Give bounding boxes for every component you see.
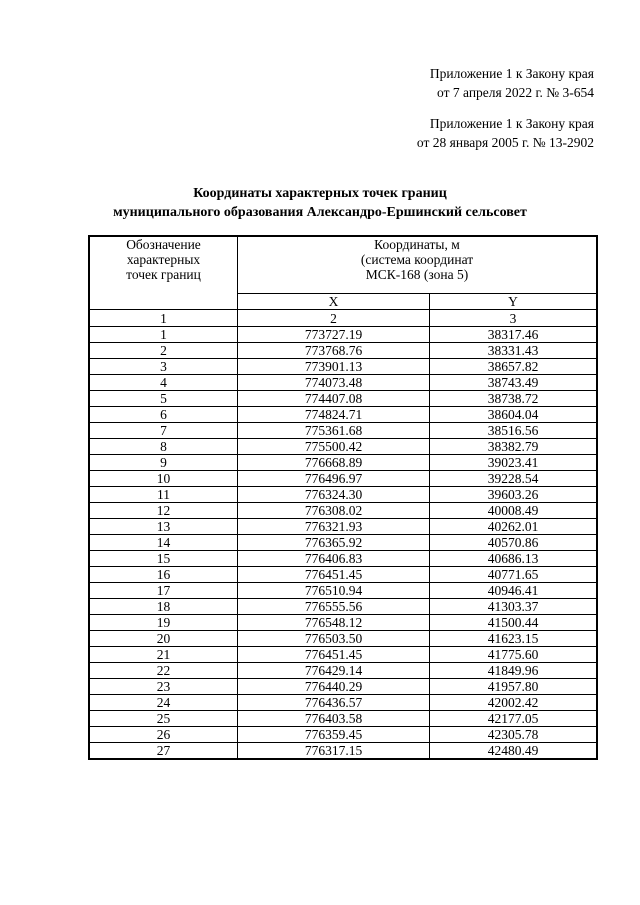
table-row — [89, 711, 597, 727]
x-coordinate-cell: 776555.56 — [238, 599, 430, 615]
y-coordinate-cell: 40771.65 — [430, 567, 598, 583]
point-number-cell: 26 — [89, 727, 238, 743]
point-number-cell: 10 — [89, 471, 238, 487]
annex-reference-current — [430, 64, 594, 102]
y-coordinate-cell: 41623.15 — [430, 631, 598, 647]
point-number-cell: 24 — [89, 695, 238, 711]
x-coordinate-cell: 775500.42 — [238, 439, 430, 455]
header-coordinates-line2: (система координат — [360, 252, 474, 267]
y-coordinate-cell: 38743.49 — [430, 375, 598, 391]
point-number-cell: 16 — [89, 567, 238, 583]
point-number-cell: 14 — [89, 535, 238, 551]
annex-reference-original — [417, 114, 594, 152]
point-number-cell: 2 — [89, 343, 238, 359]
point-number-cell: 18 — [89, 599, 238, 615]
x-coordinate-cell: 774407.08 — [238, 391, 430, 407]
column-number-3: 3 — [430, 310, 598, 327]
document-title — [0, 184, 640, 222]
y-coordinate-cell: 38657.82 — [430, 359, 598, 375]
x-coordinate-cell: 774824.71 — [238, 407, 430, 423]
header-designation-line2: характерных — [126, 252, 201, 267]
table-row — [89, 471, 597, 487]
x-coordinate-cell: 776403.58 — [238, 711, 430, 727]
table-row — [89, 407, 597, 423]
y-coordinate-cell: 38317.46 — [430, 327, 598, 343]
table-row — [89, 599, 597, 615]
table-row — [89, 567, 597, 583]
table-row — [89, 519, 597, 535]
annex-original-line2: от 28 января 2005 г. № 13-2902 — [416, 135, 594, 150]
table-row — [89, 439, 597, 455]
table-body — [89, 327, 597, 760]
y-coordinate-cell: 39228.54 — [430, 471, 598, 487]
header-designation-line3: точек границ — [126, 267, 201, 282]
x-coordinate-cell: 776451.45 — [238, 647, 430, 663]
x-coordinate-cell: 776429.14 — [238, 663, 430, 679]
x-coordinate-cell: 776496.97 — [238, 471, 430, 487]
point-number-cell: 9 — [89, 455, 238, 471]
y-coordinate-cell: 40008.49 — [430, 503, 598, 519]
x-coordinate-cell: 776451.45 — [238, 567, 430, 583]
x-coordinate-cell: 776510.94 — [238, 583, 430, 599]
point-number-cell: 5 — [89, 391, 238, 407]
x-coordinate-cell: 776406.83 — [238, 551, 430, 567]
x-coordinate-cell: 773768.76 — [238, 343, 430, 359]
table-row — [89, 551, 597, 567]
header-axis-y: Y — [430, 293, 598, 309]
table-row — [89, 455, 597, 471]
y-coordinate-cell: 41500.44 — [430, 615, 598, 631]
x-coordinate-cell: 774073.48 — [238, 375, 430, 391]
annex-current-line1: Приложение 1 к Закону края — [429, 66, 594, 81]
table-row — [89, 583, 597, 599]
x-coordinate-cell: 773727.19 — [238, 327, 430, 343]
table-row — [89, 359, 597, 375]
x-coordinate-cell: 773901.13 — [238, 359, 430, 375]
x-coordinate-cell: 776668.89 — [238, 455, 430, 471]
table-row — [89, 487, 597, 503]
point-number-cell: 27 — [89, 743, 238, 760]
x-coordinate-cell: 776365.92 — [238, 535, 430, 551]
y-coordinate-cell: 41957.80 — [430, 679, 598, 695]
y-coordinate-cell: 38516.56 — [430, 423, 598, 439]
table-row — [89, 327, 597, 343]
table-row — [89, 343, 597, 359]
point-number-cell: 21 — [89, 647, 238, 663]
header-axis-x: X — [238, 293, 430, 309]
table-row — [89, 663, 597, 679]
y-coordinate-cell: 41775.60 — [430, 647, 598, 663]
x-coordinate-cell: 776324.30 — [238, 487, 430, 503]
point-number-cell: 20 — [89, 631, 238, 647]
table-row — [89, 535, 597, 551]
point-number-cell: 19 — [89, 615, 238, 631]
point-number-cell: 4 — [89, 375, 238, 391]
table-row — [89, 503, 597, 519]
table-row — [89, 695, 597, 711]
x-coordinate-cell: 775361.68 — [238, 423, 430, 439]
x-coordinate-cell: 776317.15 — [238, 743, 430, 760]
y-coordinate-cell: 38331.43 — [430, 343, 598, 359]
point-number-cell: 15 — [89, 551, 238, 567]
y-coordinate-cell: 40686.13 — [430, 551, 598, 567]
column-number-2: 2 — [238, 310, 430, 327]
point-number-cell: 3 — [89, 359, 238, 375]
x-coordinate-cell: 776440.29 — [238, 679, 430, 695]
title-line2: муниципального образования Александро-Ершинский сельсовет — [113, 205, 527, 220]
table-row — [89, 375, 597, 391]
point-number-cell: 1 — [89, 327, 238, 343]
point-number-cell: 6 — [89, 407, 238, 423]
table-row — [89, 391, 597, 407]
header-coordinates-line1: Координаты, м — [374, 237, 460, 252]
table-row — [89, 631, 597, 647]
y-coordinate-cell: 42177.05 — [430, 711, 598, 727]
y-coordinate-cell: 38604.04 — [430, 407, 598, 423]
y-coordinate-cell: 40262.01 — [430, 519, 598, 535]
column-number-1: 1 — [89, 310, 238, 327]
y-coordinate-cell: 38738.72 — [430, 391, 598, 407]
table-row — [89, 679, 597, 695]
point-number-cell: 11 — [89, 487, 238, 503]
table-row — [89, 423, 597, 439]
coordinates-table — [88, 235, 598, 760]
point-number-cell: 22 — [89, 663, 238, 679]
point-number-cell: 12 — [89, 503, 238, 519]
annex-current-line2: от 7 апреля 2022 г. № 3-654 — [437, 85, 594, 100]
y-coordinate-cell: 39603.26 — [430, 487, 598, 503]
y-coordinate-cell: 40946.41 — [430, 583, 598, 599]
y-coordinate-cell: 42480.49 — [430, 743, 598, 760]
y-coordinate-cell: 40570.86 — [430, 535, 598, 551]
x-coordinate-cell: 776308.02 — [238, 503, 430, 519]
table-row — [89, 743, 597, 760]
title-line1: Координаты характерных точек границ — [193, 186, 447, 201]
header-coordinates-line3: МСК-168 (зона 5) — [365, 267, 469, 282]
y-coordinate-cell: 42002.42 — [430, 695, 598, 711]
header-coordinates — [238, 236, 598, 293]
point-number-cell: 13 — [89, 519, 238, 535]
y-coordinate-cell: 38382.79 — [430, 439, 598, 455]
y-coordinate-cell: 41303.37 — [430, 599, 598, 615]
point-number-cell: 23 — [89, 679, 238, 695]
y-coordinate-cell: 39023.41 — [430, 455, 598, 471]
x-coordinate-cell: 776548.12 — [238, 615, 430, 631]
x-coordinate-cell: 776503.50 — [238, 631, 430, 647]
header-designation — [89, 236, 238, 310]
table-row — [89, 615, 597, 631]
point-number-cell: 7 — [89, 423, 238, 439]
annex-original-line1: Приложение 1 к Закону края — [429, 116, 594, 131]
point-number-cell: 17 — [89, 583, 238, 599]
y-coordinate-cell: 41849.96 — [430, 663, 598, 679]
x-coordinate-cell: 776321.93 — [238, 519, 430, 535]
header-designation-line1: Обозначение — [126, 237, 201, 252]
table-row — [89, 647, 597, 663]
point-number-cell: 25 — [89, 711, 238, 727]
table-row — [89, 727, 597, 743]
x-coordinate-cell: 776436.57 — [238, 695, 430, 711]
y-coordinate-cell: 42305.78 — [430, 727, 598, 743]
x-coordinate-cell: 776359.45 — [238, 727, 430, 743]
point-number-cell: 8 — [89, 439, 238, 455]
